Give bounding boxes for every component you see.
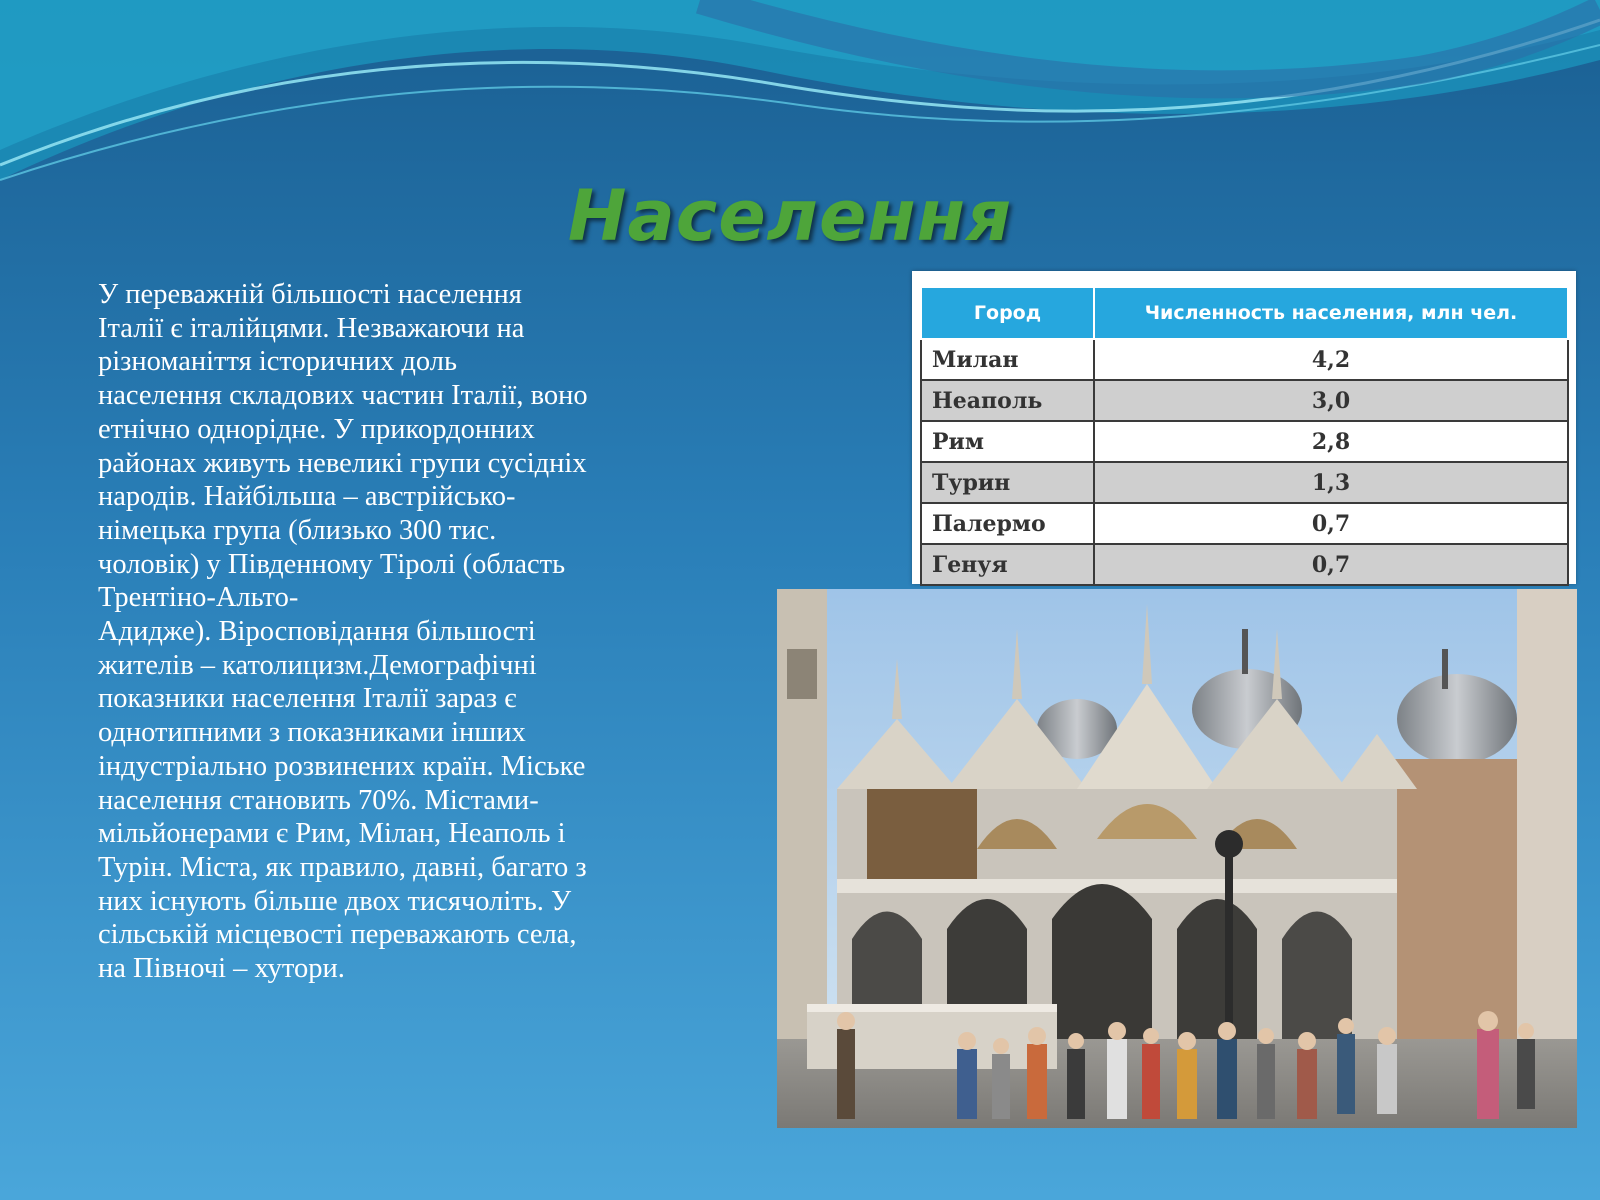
- body-line: Адидже). Віросповідання більшості: [98, 616, 536, 648]
- city-cell: Турин: [921, 462, 1094, 503]
- population-cell: 0,7: [1094, 544, 1568, 585]
- body-line: однотипними з показниками інших: [98, 717, 526, 749]
- population-cell: 3,0: [1094, 380, 1568, 421]
- population-cell: 1,3: [1094, 462, 1568, 503]
- body-line: Трентіно-Альто-: [98, 582, 299, 614]
- population-cell: 0,7: [1094, 503, 1568, 544]
- body-line: Турін. Міста, як правило, давні, багато з: [98, 851, 587, 883]
- body-line: населення становить 70%. Містами-: [98, 784, 539, 816]
- table-row: [921, 380, 1568, 421]
- body-line: населення складових частин Італії, воно: [98, 380, 588, 412]
- table-row: [921, 421, 1568, 462]
- body-line: районах живуть невеликі групи сусідніх: [98, 447, 587, 479]
- st-marks-basilica-photo: [777, 589, 1577, 1128]
- city-cell: Генуя: [921, 544, 1094, 585]
- body-line: Італії є італійцями. Незважаючи на: [98, 312, 525, 344]
- body-line: жителів – католицизм.Демографічні: [98, 649, 537, 681]
- table-row: [921, 462, 1568, 503]
- body-line: німецька група (близько 300 тис.: [98, 514, 497, 546]
- table-row: [921, 544, 1568, 585]
- body-line: чоловік) у Південному Тіролі (область: [98, 548, 566, 580]
- city-cell: Палермо: [921, 503, 1094, 544]
- city-cell: Милан: [921, 339, 1094, 380]
- body-line: У переважній більшості населення: [98, 279, 522, 310]
- wave-decoration: [0, 0, 1600, 200]
- body-line: мільйонерами є Рим, Мілан, Неаполь і: [98, 818, 566, 850]
- column-header-population: Численность населения, млн чел.: [1094, 287, 1568, 339]
- body-line: індустріально розвинених країн. Міське: [98, 750, 586, 782]
- body-line: показники населення Італії зараз є: [98, 683, 517, 715]
- population-cell: 2,8: [1094, 421, 1568, 462]
- population-table: [920, 286, 1569, 586]
- population-table-image: [912, 271, 1576, 584]
- body-line: різноманіття історичних доль: [98, 346, 458, 378]
- body-line: на Півночі – хутори.: [98, 953, 345, 985]
- table-row: [921, 503, 1568, 544]
- body-line: них існують більше двох тисячоліть. У: [98, 885, 572, 917]
- city-cell: Неаполь: [921, 380, 1094, 421]
- body-paragraph: [98, 278, 678, 986]
- city-cell: Рим: [921, 421, 1094, 462]
- population-cell: 4,2: [1094, 339, 1568, 380]
- table-header-row: [921, 287, 1568, 339]
- body-line: етнічно однорідне. У прикордонних: [98, 413, 535, 445]
- body-line: сільській місцевості переважають села,: [98, 919, 577, 951]
- slide-title: Населення: [567, 175, 1013, 257]
- column-header-city: Город: [921, 287, 1094, 339]
- body-line: народів. Найбільша – австрійсько-: [98, 481, 516, 513]
- table-row: [921, 339, 1568, 380]
